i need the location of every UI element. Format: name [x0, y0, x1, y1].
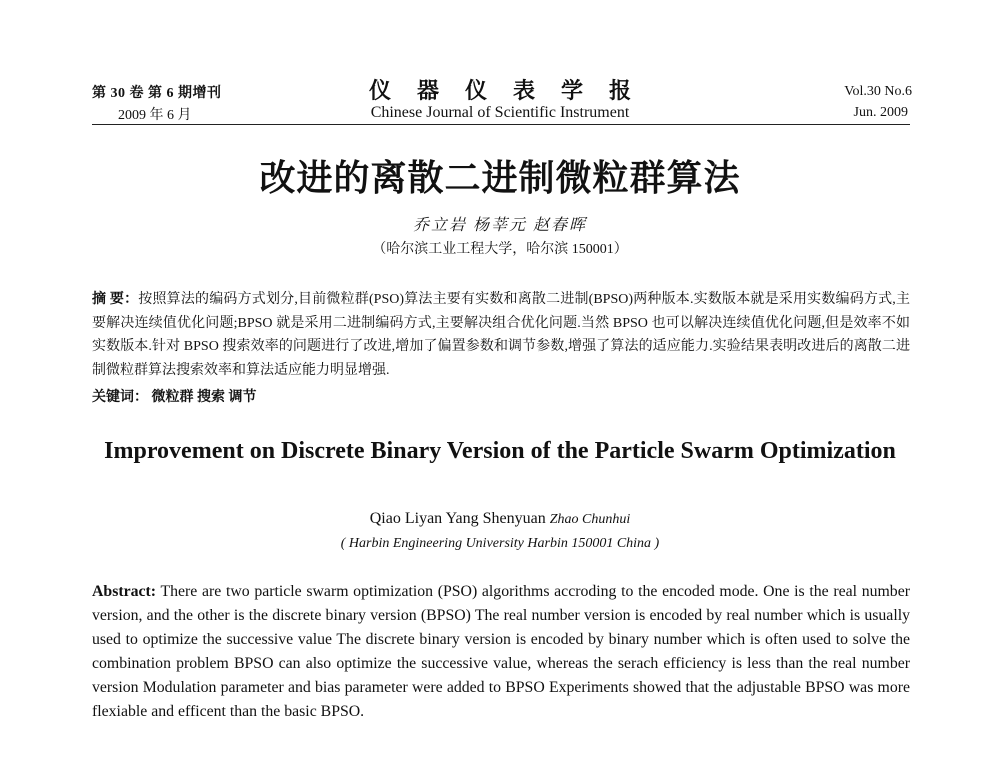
date-en: Jun. 2009 — [853, 105, 908, 120]
abstract-text-cn: 按照算法的编码方式划分,目前微粒群(PSO)算法主要有实数和离散二进制(BPSO)两种版本.实数版本就是采用实数编码方式,主要解决连续值优化问题;BPSO 就是采用二进制编码方式,主要解决组合优化问题.当然 BPSO 也可以解决连续值优化问题,但是效率不如实数版本.针对 BPSO 搜索效率的问题进行了改进,增加了偏置参数和调节参数,增强了算法的适应能力.实验结果表明改进后的离散二进制微粒群算法搜索效率和算法适应能力明显增强. — [92, 292, 910, 378]
keywords-cn: 关键词： 微粒群 搜索 调节 — [92, 390, 257, 405]
volume-issue-cn: 第 30 卷 第 6 期增刊 — [92, 86, 222, 101]
article-title-cn: 改进的离散二进制微粒群算法 — [259, 158, 741, 199]
author-en-italic: Zhao Chunhui — [549, 512, 631, 527]
journal-title-en: Chinese Journal of Scientific Instrument — [370, 104, 630, 121]
journal-title-cn: 仪器仪表学报 — [368, 78, 657, 103]
article-title-en: Improvement on Discrete Binary Version of the Particle Swarm Optimization — [104, 438, 896, 464]
affiliation-en: ( Harbin Engineering University Harbin 150001 China ) — [340, 536, 660, 551]
affiliation-cn: （哈尔滨工业工程大学，哈尔滨 150001） — [372, 242, 628, 257]
abstract-label-en: Abstract: — [92, 583, 157, 600]
abstract-cn — [92, 288, 910, 382]
header-rule — [92, 124, 910, 125]
abstract-text-en: There are two particle swarm optimization (PSO) algorithms accroding to the encoded mode. One is the real number version, and the other is the discrete binary version (BPSO) The real number version is encoded by real number which is usually used to optimize the successive value The discrete binary version is encoded by binary number which is often used to solve the combination problem BPSO can also optimize the successive value, whereas the serach efficiency is less than the real number version Modulation parameter and bias parameter were added to BPSO Experiments showed that the adjustable BPSO was more flexiable and efficent than the basic BPSO. — [92, 583, 910, 720]
authors-en — [0, 510, 1000, 528]
authors-en-regular: Qiao Liyan Yang Shenyuan — [369, 510, 546, 527]
abstract-en — [92, 580, 910, 724]
authors-cn: 乔立岩 杨莘元 赵春晖 — [412, 217, 587, 234]
volume-issue-en: Vol.30 No.6 — [844, 84, 912, 99]
abstract-label-cn: 摘 要： — [92, 292, 139, 307]
date-cn: 2009 年 6 月 — [118, 108, 192, 123]
